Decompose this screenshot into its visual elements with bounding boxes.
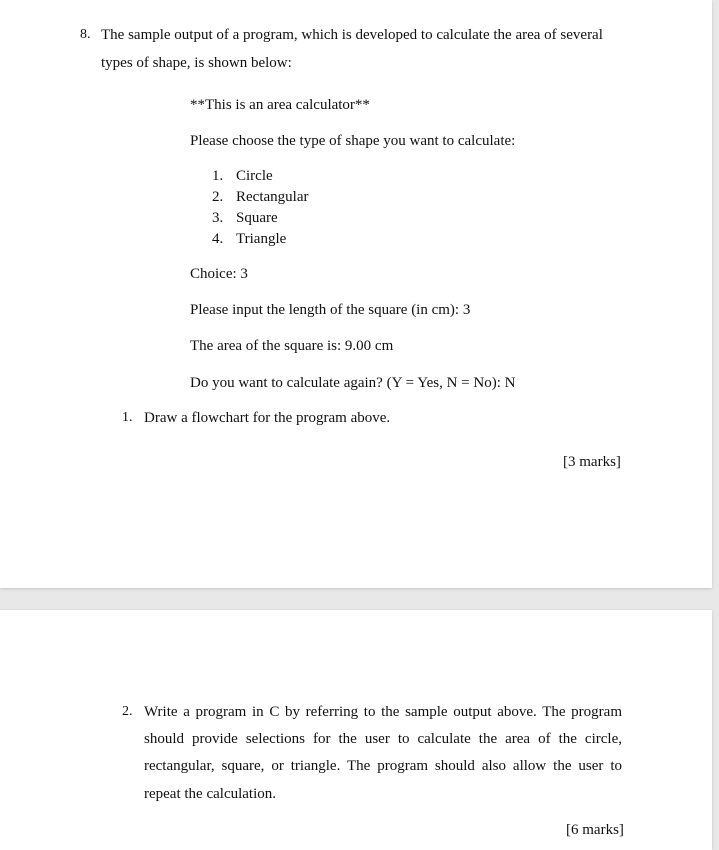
task-2-number: 2. [122, 704, 133, 719]
option-number: 4. [212, 231, 224, 247]
option-label-circle: Circle [236, 168, 273, 184]
sample-output-again: Do you want to calculate again? (Y = Yes, N = No): N [190, 375, 516, 391]
sample-output-header: **This is an area calculator** [190, 97, 370, 113]
task-2-marks: [6 marks] [566, 822, 624, 838]
task-2-line-3: rectangular, square, or triangle. The program should also allow the user to [144, 758, 622, 774]
task-2-line-4: repeat the calculation. [144, 786, 277, 802]
task-2-line-1: Write a program in C by referring to the sample output above. The program [144, 704, 622, 720]
question-intro-line-2: types of shape, is shown below: [101, 55, 292, 71]
sample-output-result: The area of the square is: 9.00 cm [190, 338, 394, 354]
question-number: 8. [80, 27, 91, 42]
option-number: 1. [212, 168, 224, 184]
task-2-line-2: should provide selections for the user to calculate the area of the circle, [144, 731, 622, 747]
option-label-rectangular: Rectangular [236, 189, 309, 205]
option-number: 2. [212, 189, 224, 205]
option-label-triangle: Triangle [236, 231, 287, 247]
task-1-number: 1. [122, 410, 133, 425]
task-1-text: Draw a flowchart for the program above. [144, 410, 391, 426]
task-1-marks: [3 marks] [563, 454, 621, 470]
option-label-square: Square [236, 210, 278, 226]
sample-output-length-prompt: Please input the length of the square (in cm): 3 [190, 302, 471, 318]
sample-output-choice: Choice: 3 [190, 266, 248, 282]
document-page-2 [0, 610, 712, 850]
option-number: 3. [212, 210, 224, 226]
question-intro-line-1: The sample output of a program, which is developed to calculate the area of several [101, 27, 603, 43]
sample-output-prompt: Please choose the type of shape you want to calculate: [190, 133, 516, 149]
